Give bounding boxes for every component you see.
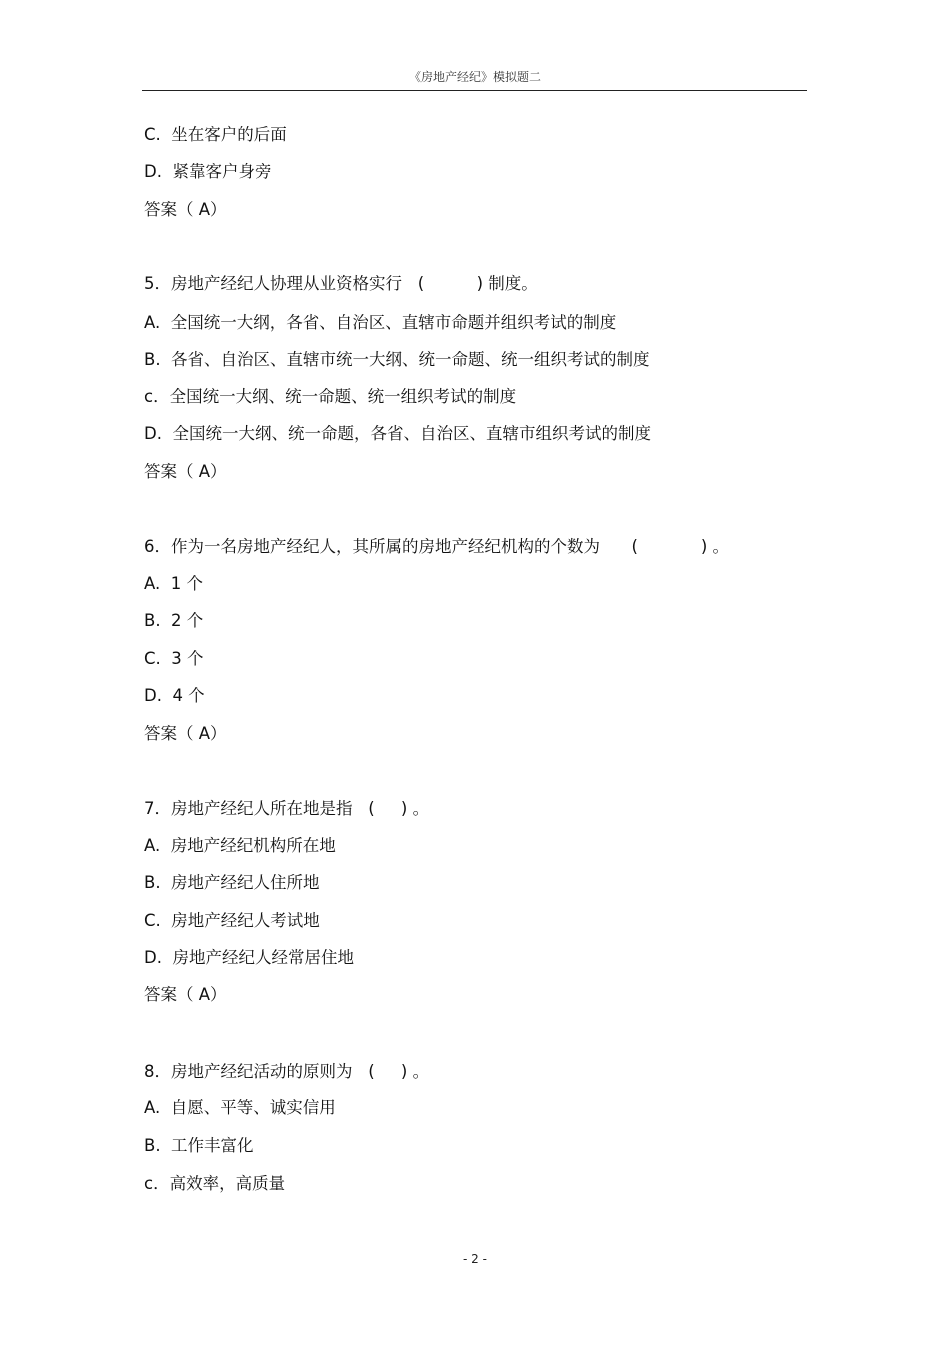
answer-q5: 答案（ A） (144, 462, 227, 481)
option-b-q8: B. 工作丰富化 (144, 1136, 254, 1155)
answer-q6: 答案（ A） (144, 724, 227, 743)
option-d-q7: D. 房地产经纪人经常居住地 (144, 948, 354, 967)
option-c-q4: C. 坐在客户的后面 (144, 125, 287, 144)
question-8: 8．房地产经纪活动的原则为 ( ) 。 (144, 1062, 430, 1081)
option-d-q4: D. 紧靠客户身旁 (144, 162, 272, 181)
question-6: 6．作为一名房地产经纪人，其所属的房地产经纪机构的个数为 ( ) 。 (144, 537, 730, 556)
option-a-q6: A. 1 个 (144, 574, 203, 593)
question-7: 7．房地产经纪人所在地是指 ( ) 。 (144, 799, 430, 818)
answer-q4: 答案（ A） (144, 200, 227, 219)
option-d-q6: D. 4 个 (144, 686, 205, 705)
page-number: - 2 - (463, 1252, 487, 1266)
option-b-q7: B. 房地产经纪人住所地 (144, 873, 320, 892)
question-5: 5．房地产经纪人协理从业资格实行 ( ) 制度。 (144, 274, 538, 293)
option-d-q5: D. 全国统一大纲、统一命题，各省、自治区、直辖市组织考试的制度 (144, 424, 651, 443)
option-b-q6: B. 2 个 (144, 611, 204, 630)
option-c-q8: c．高效率，高质量 (144, 1174, 286, 1193)
option-c-q7: C. 房地产经纪人考试地 (144, 911, 320, 930)
option-c-q5: c．全国统一大纲、统一命题、统一组织考试的制度 (144, 387, 517, 406)
page-header-title: 《房地产经纪》模拟题二 (408, 70, 541, 84)
option-c-q6: C. 3 个 (144, 649, 204, 668)
option-b-q5: B. 各省、自治区、直辖市统一大纲、统一命题、统一组织考试的制度 (144, 350, 650, 369)
option-a-q5: A. 全国统一大纲，各省、自治区、直辖市命题并组织考试的制度 (144, 313, 617, 332)
header-divider (142, 90, 807, 91)
option-a-q7: A. 房地产经纪机构所在地 (144, 836, 336, 855)
answer-q7: 答案（ A） (144, 985, 227, 1004)
option-a-q8: A. 自愿、平等、诚实信用 (144, 1098, 336, 1117)
